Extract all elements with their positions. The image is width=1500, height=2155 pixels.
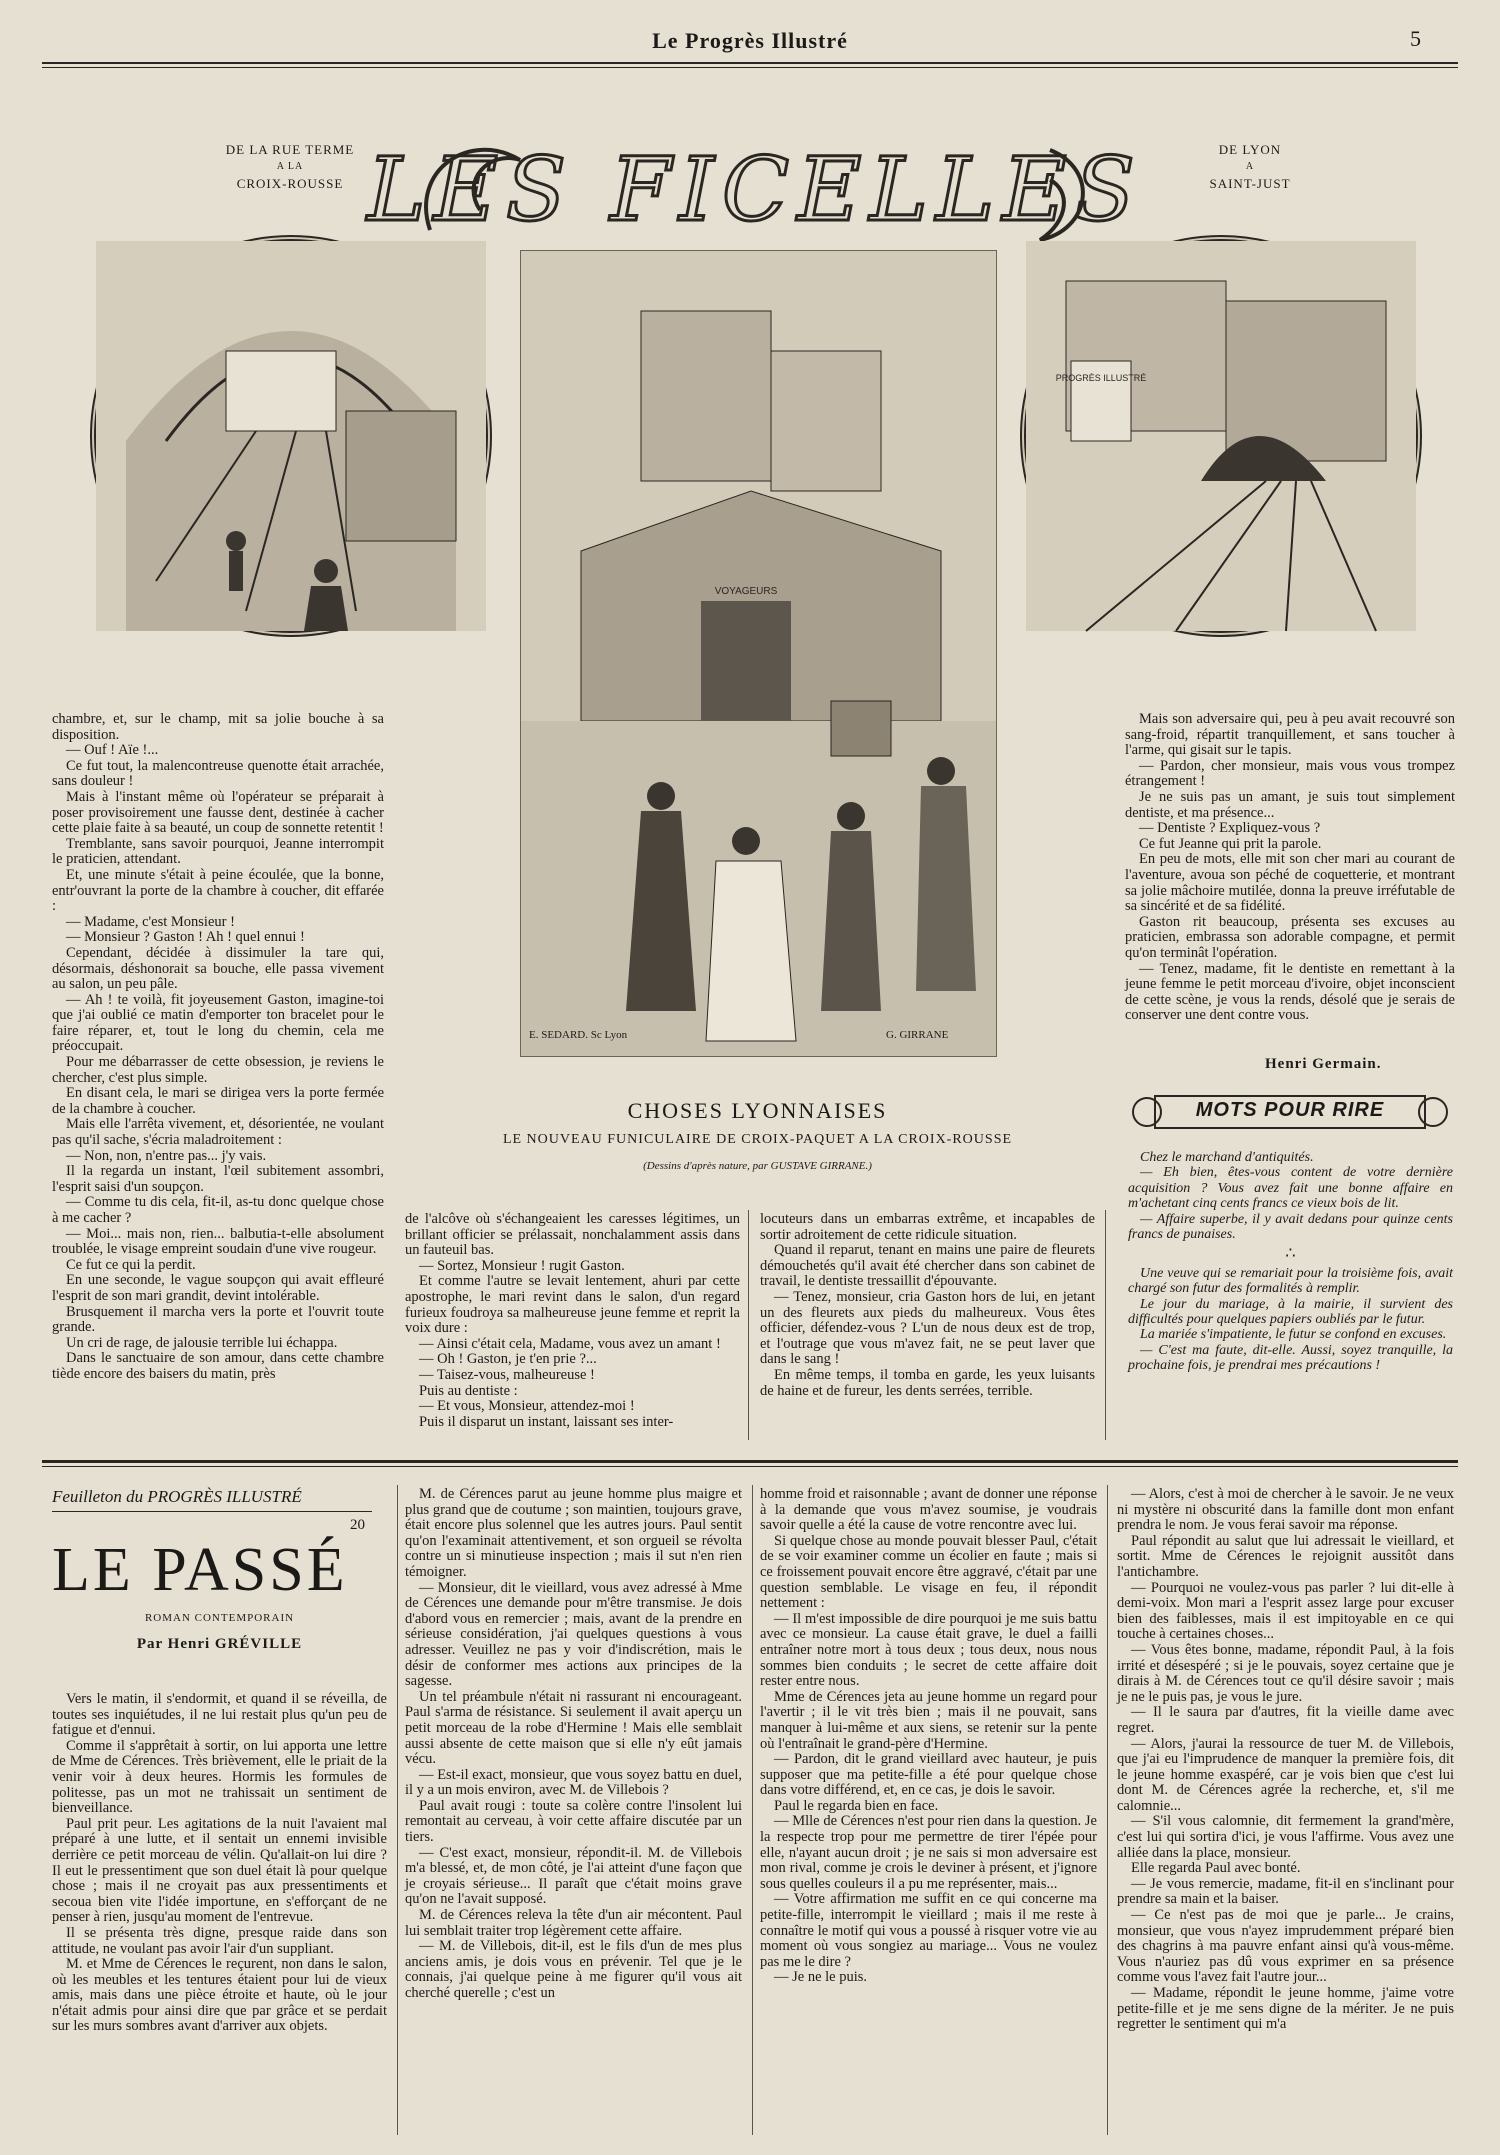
story-author: Henri Germain. xyxy=(1265,1056,1382,1072)
paragraph: — Eh bien, êtes-vous content de votre dernière acquisition ? Vous avez fait une bonne affaire en m'achetant cinq cents francs ce vieux bois de lit. xyxy=(1128,1165,1453,1212)
caption-title: CHOSES LYONNAISES xyxy=(627,1098,888,1123)
paragraph: — Moi... mais non, rien... balbutia-t-elle absolument troublée, le visage empreint soudain d'une vive rougeur. xyxy=(52,1225,384,1258)
paragraph: — Tenez, monsieur, cria Gaston hors de lui, en jetant un des fleurets aux pieds du malheureux. Vous êtes officier, défendez-vous ? L'un de nous deux est de trop, et l'outrage que vous m'avez fait, ne se peut laver que dans le sang ! xyxy=(760,1288,1095,1368)
paragraph: — Je ne le puis. xyxy=(774,1969,868,1986)
paragraph: Paul le regarda bien en face. xyxy=(774,1797,939,1814)
story-middle-column-1 xyxy=(405,1212,740,1440)
paragraph: Puis au dentiste : xyxy=(419,1382,518,1399)
paragraph: Vers le matin, il s'endormit, et quand il se réveilla, de toutes ses inquiétudes, il ne lui restait plus qu'un peu de fatigue et d'ennui. xyxy=(52,1691,387,1739)
paragraph: — C'est exact, monsieur, répondit-il. M. de Villebois m'a blessé, et, de mon côté, je l'ai atteint d'une façon que je croyais sérieuse... Il paraît que c'était moins grave qu'on ne l'avait supposé. xyxy=(405,1844,742,1908)
paragraph: Un cri de rage, de jalousie terrible lui échappa. xyxy=(66,1334,338,1351)
newspaper-masthead: Le Progrès Illustré xyxy=(652,28,848,53)
column-divider xyxy=(1107,1485,1108,2135)
feuilleton-rule xyxy=(42,1460,1458,1463)
paragraph: — Alors, c'est à moi de chercher à le savoir. Je ne veux ni mystère ni obscurité dans la famille dont mon enfant prendra le nom. Je vous ferai savoir ma réponse. xyxy=(1117,1486,1454,1534)
paragraph: — Non, non, n'entre pas... j'y vais. xyxy=(66,1147,267,1164)
paragraph: — Je vous remercie, madame, fit-il en s'inclinant pour prendre sa main et la baiser. xyxy=(1117,1875,1454,1908)
paragraph: Cependant, décidée à dissimuler la tare qui, désormais, déshonorait sa bouche, elle passa vivement au salon, un peu pâle. xyxy=(52,944,384,993)
paragraph: — Comme tu dis cela, fit-il, as-tu donc quelque chose à me cacher ? xyxy=(52,1194,384,1226)
header-rule-thin xyxy=(42,67,1458,68)
paragraph: — Ce n'est pas de moi que je parle... Je crains, monsieur, que vous n'ayez imprudemment préparé bien des chagrins à ma pauvre enfant ainsi qu'à vous-même. Vous n'auriez pas dû vous exprimer en sa présence comme vous l'avez fait l'autre jour... xyxy=(1117,1907,1454,1986)
paragraph: En disant cela, le mari se dirigea vers la porte fermée de la chambre à coucher. xyxy=(52,1085,384,1117)
feuilleton-label: Feuilleton du PROGRÈS ILLUSTRÉ xyxy=(52,1487,372,1512)
jokes-column xyxy=(1128,1150,1453,1374)
paragraph: Et comme l'autre se levait lentement, ahuri par cette apostrophe, le mari revint dans le salon, d'un regard furieux foudroya sa malheureuse jeune femme et reprit la voix dure : xyxy=(405,1273,740,1337)
paragraph: Il se présenta très digne, presque raide dans son attitude, ne voulant pas avoir l'air d'un suppliant. xyxy=(52,1924,387,1957)
paragraph: Ce fut ce qui la perdit. xyxy=(66,1256,196,1273)
paragraph: — Ah ! te voilà, fit joyeusement Gaston, imagine-toi que j'ai oublié ce matin d'emporter ton bracelet pour le faire réparer, et, tout le long du chemin, cela me préoccupait. xyxy=(52,991,384,1055)
paragraph: Il la regarda un instant, l'œil subitement assombri, l'esprit saisi d'un soupçon. xyxy=(52,1163,384,1195)
paragraph: Je ne suis pas un amant, je suis tout simplement dentiste, et ma présence... xyxy=(1125,788,1455,821)
paragraph: — Pourquoi ne voulez-vous pas parler ? lui dit-elle à demi-voix. Mon mari a l'esprit assez large pour excuser bien des faiblesses, mais il est impitoyable en ce qui touche à certaines choses... xyxy=(1117,1579,1454,1643)
paragraph: — Affaire superbe, il y avait dedans pour quinze cents francs de punaises. xyxy=(1128,1211,1453,1243)
header-rule xyxy=(42,62,1458,64)
title-art xyxy=(367,110,1143,260)
paragraph: — Pardon, dit le grand vieillard avec hauteur, je puis supposer que ma petite-fille a été pour quelque chose dans votre différend, et, en ce cas, je dois le savoir. xyxy=(760,1751,1097,1799)
paragraph: — Est-il exact, monsieur, que vous soyez battu en duel, il y a un mois environ, avec M. de Villebois ? xyxy=(405,1766,742,1799)
paragraph: Pour me débarrasser de cette obsession, je reviens le chercher, c'est plus simple. xyxy=(52,1054,384,1086)
paragraph: Brusquement il marcha vers la porte et l'ouvrit toute grande. xyxy=(52,1303,384,1336)
paragraph: — Madame, répondit le jeune homme, j'aime votre petite-fille et je me sens digne de la mériter. Je ne puis regretter le sentiment qui m'a xyxy=(1117,1985,1454,2033)
feuilleton-column-4 xyxy=(1117,1487,1454,2137)
left-caption xyxy=(190,140,390,194)
engraver-signature: E. SEDARD. Sc Lyon xyxy=(529,1029,628,1041)
paragraph: — Oh ! Gaston, je t'en prie ?... xyxy=(419,1351,597,1368)
artist-signature: G. GIRRANE xyxy=(886,1029,949,1041)
paragraph: M. et Mme de Cérences le reçurent, non dans le salon, où les meubles et les tentures étaient pour lui de vieux amis, mais dans une pièce étroite et haute, où le jour n'était admis pour ainsi dire que par grâce et se perdait sur les murs sombres avant d'arriver aux objets. xyxy=(52,1956,387,2035)
paragraph: Et, une minute s'était à peine écoulée, que la bonne, entr'ouvrant la porte de la chambre à coucher, dit effarée : xyxy=(52,866,384,915)
story-middle-column-2 xyxy=(760,1212,1095,1440)
feuilleton-title: LE PASSÉ xyxy=(52,1536,348,1604)
paragraph: — Sortez, Monsieur ! rugit Gaston. xyxy=(419,1257,625,1274)
feuilleton-column-3 xyxy=(760,1487,1097,2137)
paragraph: — Pardon, cher monsieur, mais vous vous trompez étrangement ! xyxy=(1125,757,1455,790)
jokes-banner xyxy=(1125,1090,1455,1134)
paragraph: Dans le sanctuaire de son amour, dans cette chambre tiède encore des baisers du matin, près xyxy=(52,1350,384,1382)
left-vignette xyxy=(90,235,492,637)
paragraph: Mais elle l'arrêta vivement, et, désorientée, ne voulant pas qu'il sache, s'écria maladroitement : xyxy=(52,1116,384,1149)
jokes-separator: ∴ xyxy=(1285,1245,1296,1263)
paragraph: Ce fut Jeanne qui prit la parole. xyxy=(1139,835,1322,852)
paragraph: Paul prit peur. Les agitations de la nuit l'avaient mal préparé à une lutte, et il sentait un ennemi invisible derrière ce petit morceau de vélin. Qu'allait-on lui dire ? Il eut le pressentiment que son duel était là pour quelque chose ; mais il ne croyait pas aux pressentiments et secoua bien vite l'idée importune, en s'efforçant de ne penser à rien, jusqu'au moment de l'entrevue. xyxy=(52,1815,387,1926)
paragraph: Chez le marchand d'antiquités. xyxy=(1140,1150,1314,1165)
column-divider xyxy=(752,1485,753,2135)
paragraph: — Tenez, madame, fit le dentiste en remettant à la jeune femme le petit morceau d'ivoire, objet inconscient de cette scène, je vous la rends, désolé que je serais de conserver une dent contre vous. xyxy=(1125,960,1455,1024)
paragraph: chambre, et, sur le champ, mit sa jolie bouche à sa disposition. xyxy=(52,711,384,743)
central-engraving xyxy=(520,250,997,1057)
paragraph: — Taisez-vous, malheureuse ! xyxy=(419,1366,595,1383)
paragraph: Mme de Cérences jeta au jeune homme un regard pour l'avertir ; il le vit très bien ; mais il ne pouvait, sans manquer à lui-même et aux siens, se retenir sur la pente où l'entraînait le grand-père d'Hermine. xyxy=(760,1688,1097,1752)
paragraph: homme froid et raisonnable ; avant de donner une réponse à la demande que vous m'avez soumise, je voudrais savoir quelle a été la cause de votre rencontre avec lui. xyxy=(760,1486,1098,1534)
feuilleton-rule-thin xyxy=(42,1466,1458,1467)
feuilleton-genre: ROMAN CONTEMPORAIN xyxy=(144,1612,295,1624)
right-caption xyxy=(1150,140,1350,194)
right-caption-line: DE LYON xyxy=(1218,142,1282,157)
paragraph: Si quelque chose au monde pouvait blesser Paul, c'était de se voir examiner comme un écolier en faute ; mais si ce froissement pouvait encore être aggravé, c'était par une question semblable. Le visage en feu, il répondit nettement : xyxy=(760,1532,1097,1612)
poster-text: PROGRÈS ILLUSTRÉ xyxy=(1055,373,1147,383)
paragraph: La mariée s'impatiente, le futur se confond en excuses. xyxy=(1140,1327,1447,1343)
funicular-station-drawing xyxy=(521,251,996,1056)
paragraph: Mais à l'instant même où l'opérateur se préparait à poser provisoirement une fausse dent, destinée à cacher cette plaie faite à sa beauté, un coup de sonnette retentit ! xyxy=(52,788,384,837)
paragraph: — Madame, c'est Monsieur ! xyxy=(66,913,235,930)
paragraph: Mais son adversaire qui, peu à peu avait recouvré son sang-froid, répartit tranquillement, et sans toucher à l'arme, qui gisait sur le tapis. xyxy=(1125,711,1455,759)
paragraph: Paul avait rougi : toute sa colère contre l'insolent lui remontait au cerveau, à voir cette affaire discutée par un tiers. xyxy=(405,1797,742,1846)
paragraph: — Dentiste ? Expliquez-vous ? xyxy=(1139,820,1321,837)
paragraph: Une veuve qui se remariait pour la troisième fois, avait chargé son futur des formalités à remplir. xyxy=(1128,1265,1453,1297)
left-caption-line: A LA xyxy=(276,161,304,172)
paragraph: — Monsieur, dit le vieillard, vous avez adressé à Mme de Cérences une demande pour m'être transmise. Je dois d'abord vous en remercier ; mais, avant de la prendre en sérieuse considération, j'ai quelques questions à vous adresser. Veuillez ne pas y voir d'indiscrétion, mais le désir de conformer mes actions aux principes de la sagesse. xyxy=(405,1579,742,1690)
story-right-column xyxy=(1125,712,1455,1052)
paragraph: En même temps, il tomba en garde, les yeux luisants de haine et de fureur, les dents serrées, terrible. xyxy=(760,1366,1095,1399)
paragraph: — M. de Villebois, dit-il, est le fils d'un de mes plus anciens amis, je dois vous en prévenir. Tel que je le connais, j'ai quelque peine à me figurer qu'il vous ait cherché querelle ; c'est un xyxy=(405,1938,742,2001)
paragraph: Paul répondit au salut que lui adressait le vieillard, et sortit. Mme de Cérences le rejoignit aussitôt dans l'antichambre. xyxy=(1117,1532,1454,1580)
paragraph: — Et vous, Monsieur, attendez-moi ! xyxy=(419,1398,635,1415)
right-caption-line: SAINT-JUST xyxy=(1209,176,1291,191)
story-left-column xyxy=(52,712,384,1440)
paragraph: locuteurs dans un embarras extrême, et incapables de sortir adroitement de cette ridicule situation. xyxy=(760,1211,1095,1243)
paragraph: — S'il vous calomnie, dit fermement la grand'mère, c'est lui qui sortira d'ici, je vous l'affirme. Vous avez une alliée dans la place, monsieur. xyxy=(1117,1813,1454,1861)
feuilleton-author: Par Henri GRÉVILLE xyxy=(136,1636,303,1652)
paragraph: Un tel préambule n'était ni rassurant ni encourageant. Paul s'arma de résistance. Si seulement il avait aperçu un petit morceau de la robe d'Hermine ! Mais elle semblait aussi absente de cette maison que si elle n'y eût jamais vécu. xyxy=(405,1688,742,1768)
paragraph: — Il le saura par d'autres, fit la vieille dame avec regret. xyxy=(1117,1704,1454,1736)
paragraph: — Ouf ! Aïe !... xyxy=(66,742,159,759)
paragraph: M. de Cérences parut au jeune homme plus maigre et plus grand que de coutume ; son maintien, toujours grave, était encore plus solennel que les autres jours. Paul sentit qu'on l'examinait attentivement, et son orgueil se révolta contre un si minutieuse inspection ; mais il sut n'en rien témoigner. xyxy=(405,1486,742,1580)
paragraph: M. de Cérences releva la tête d'un air mécontent. Paul lui semblait traiter trop légèrement cette affaire. xyxy=(405,1907,742,1939)
paragraph: Comme il s'apprêtait à sortir, on lui apporta une lettre de Mme de Cérences. Très brièvement, elle le priait de la venir voir à deux heures. Hormis les formules de politesse, pas un mot ne trahissait un sentiment de bienveillance. xyxy=(52,1737,387,1817)
paragraph: Quand il reparut, tenant en mains une paire de fleurets démouchetés qu'il avait été chercher dans son cabinet de travail, le dentiste tressaillit d'épouvante. xyxy=(760,1242,1095,1290)
paragraph: Tremblante, sans savoir pourquoi, Jeanne interrompit le praticien, attendant. xyxy=(52,835,384,868)
right-caption-line: A xyxy=(1245,161,1255,172)
feuilleton-column-1 xyxy=(52,1692,387,2137)
paragraph: — C'est ma faute, dit-elle. Aussi, soyez tranquille, la prochaine fois, je prendrai mes précautions ! xyxy=(1128,1342,1453,1374)
paragraph: de l'alcôve où s'échangeaient les caresses légitimes, un brillant officier se prélassait, nonchalamment assis dans un fauteuil bas. xyxy=(405,1211,740,1259)
left-caption-line: DE LA RUE TERME xyxy=(225,142,355,157)
feuilleton-column-2 xyxy=(405,1487,742,2137)
caption-subtitle: LE NOUVEAU FUNICULAIRE DE CROIX-PAQUET A LA CROIX-ROUSSE xyxy=(502,1132,1013,1147)
left-caption-line: CROIX-ROUSSE xyxy=(236,176,344,191)
column-divider xyxy=(1105,1210,1106,1440)
tunnel-station-drawing xyxy=(96,241,486,631)
station-sign: VOYAGEURS xyxy=(714,586,778,597)
column-divider xyxy=(397,1485,398,2135)
paragraph: — Il m'est impossible de dire pourquoi je me suis battu avec ce monsieur. La cause était grave, le duel a failli entraîner notre mort à tous deux ; tous deux, nous nous sommes bien conduits ; le secret de cette affaire doit rester entre nous. xyxy=(760,1610,1097,1690)
paragraph: — Vous êtes bonne, madame, répondit Paul, à la fois irrité et désespéré ; si je le pouvais, soyez certaine que je dirais à M. de Cérences tout ce qu'il désire savoir ; mais je ne le puis pas, je vous le jure. xyxy=(1117,1641,1454,1705)
paragraph: — Monsieur ? Gaston ! Ah ! quel ennui ! xyxy=(66,929,305,946)
title-art-svg xyxy=(367,110,1143,260)
paragraph: Ce fut tout, la malencontreuse quenotte était arrachée, sans douleur ! xyxy=(52,757,384,790)
paragraph: Puis il disparut un instant, laissant ses inter- xyxy=(419,1413,674,1430)
paragraph: Le jour du mariage, à la mairie, il survient des difficultés pour quelques papiers oubliés par le futur. xyxy=(1128,1296,1453,1328)
paragraph: Gaston rit beaucoup, présenta ses excuses au praticien, embrassa son adorable compagne, et permit qu'on terminât l'opération. xyxy=(1125,913,1455,961)
paragraph: En une seconde, le vague soupçon qui avait effleuré l'esprit de son mari grandit, devint intolérable. xyxy=(52,1272,384,1304)
paragraph: En peu de mots, elle mit son cher mari au courant de l'aventure, avoua son péché de coquetterie, et montrant sa jolie mâchoire mutilée, donna la preuve irréfutable de sa sincérité et de sa fidélité. xyxy=(1125,851,1455,915)
caption-credit: (Dessins d'après nature, par GUSTAVE GIRRANE.) xyxy=(643,1160,872,1172)
paragraph: — Votre affirmation me suffit en ce qui concerne ma petite-fille, interrompit le vieillard ; mais il me reste à connaître le motif qui vous a poussé à risquer votre vie au moment où vous songiez au mariage... Vous ne voulez pas me le dire ? xyxy=(760,1891,1097,1970)
title-art-text: LES FICELLES xyxy=(367,138,1143,241)
funicular-tunnel-drawing xyxy=(1026,241,1416,631)
paragraph: — Alors, j'aurai la ressource de tuer M. de Villebois, que j'ai eu l'imprudence de manquer la première fois, dit le jeune homme exaspéré, car je vois bien que c'est lui dont M. de Cérences agrée la recherche, et, s'il me calomnie... xyxy=(1117,1735,1454,1814)
feuilleton-number: 20 xyxy=(350,1517,365,1533)
paragraph: — Mlle de Cérences n'est pour rien dans la question. Je la respecte trop pour me permettre de tirer l'épée pour elle, n'ayant aucun droit ; je ne sais si mon adversaire est mon rival, comme je crois le deviner à présent, et j'ignore sous quelles couleurs il a pu me représenter, mais... xyxy=(760,1813,1097,1892)
paragraph: — Ainsi c'était cela, Madame, vous avez un amant ! xyxy=(419,1335,721,1352)
jokes-title: MOTS POUR RIRE xyxy=(1195,1099,1385,1121)
column-divider xyxy=(748,1210,749,1440)
paragraph: Elle regarda Paul avec bonté. xyxy=(1131,1860,1301,1877)
page-number: 5 xyxy=(1410,26,1421,51)
right-vignette xyxy=(1020,235,1422,637)
